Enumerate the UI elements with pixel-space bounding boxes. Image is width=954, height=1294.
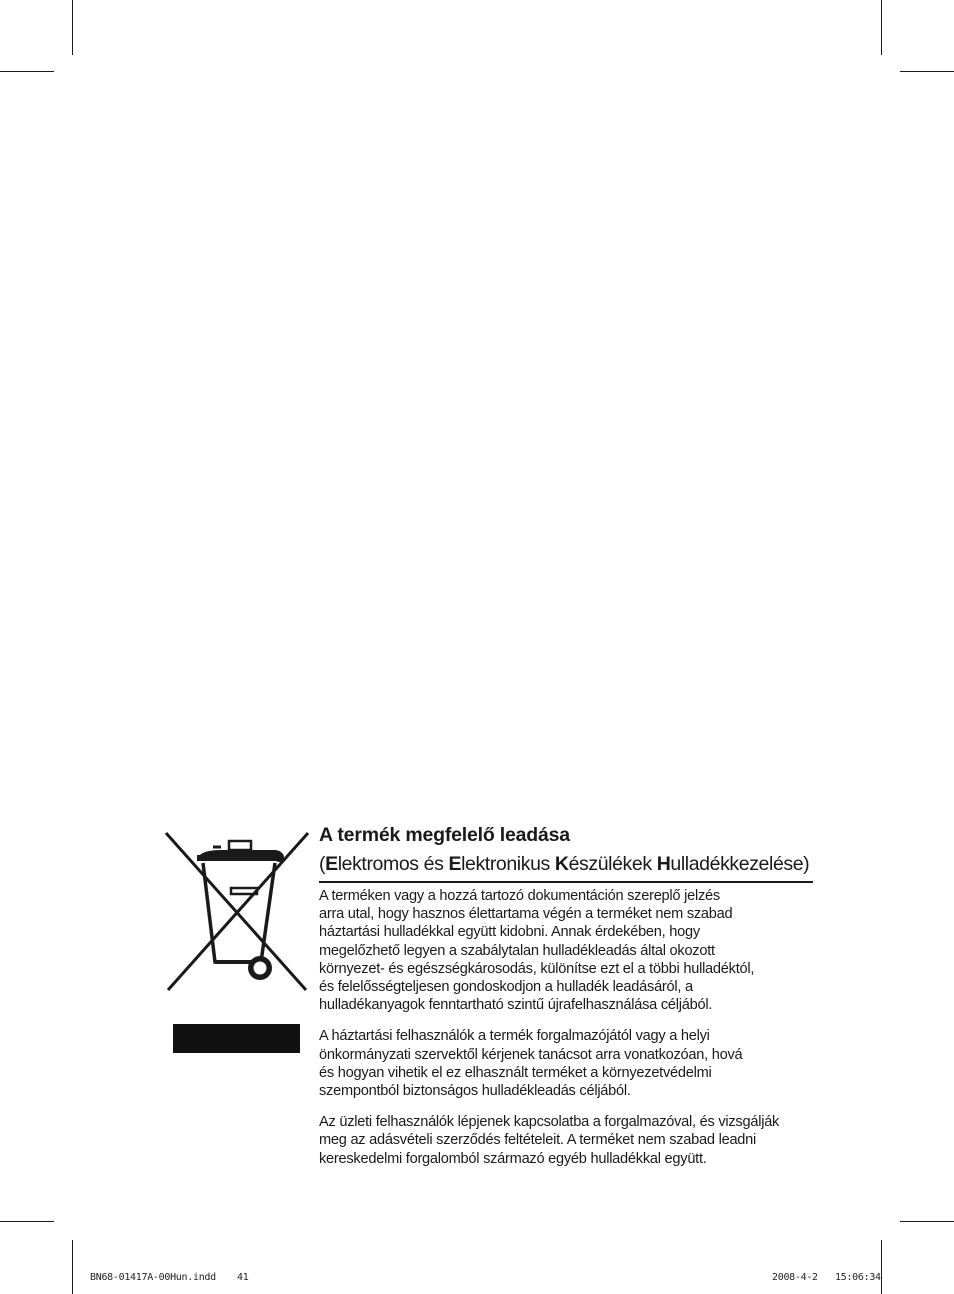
title-underline — [319, 881, 813, 883]
footer-date: 2008-4-2 — [772, 1272, 818, 1283]
footer-file-name: BN68-01417A-00Hun.indd — [90, 1272, 216, 1283]
black-bar-symbol — [173, 1024, 300, 1053]
crop-mark — [72, 1240, 73, 1294]
footer-time: 15:06:34 — [835, 1272, 881, 1283]
crop-mark — [72, 0, 73, 55]
paragraph: A háztartási felhasználók a termék forgalmazójától vagy a helyi önkormányzati szervektől kérjenek tanácsot arra vonatkozóan, hová és hogyan vihetik el ez elhasznált terméket a környezetvédelmi szempontból biztonságos hulladékleadás céljából. — [319, 1028, 743, 1100]
crop-mark — [0, 71, 54, 72]
section-subtitle: (Elektromos és Elektronikus Készülékek Hulladékkezelése) — [319, 853, 810, 875]
paragraph: A terméken vagy a hozzá tartozó dokumentáción szereplő jelzés arra utal, hogy hasznos élettartama végén a terméket nem szabad háztartási hulladékkal együtt kidobni. Annak érdekében, hogy megelőzhető legyen a szabálytalan hulladékleadás által okozott környezet- és egészségkárosodás, különítse ezt el a többi hulladéktól, és felelősségteljesen gondoskodjon a hulladék leadásáról, a hulladékanyagok fenntartható szintű újrafelhasználása céljából. — [319, 888, 755, 1014]
crop-mark — [881, 0, 882, 55]
disposal-section — [319, 822, 813, 1181]
crop-mark — [0, 1221, 54, 1222]
crop-mark — [900, 71, 954, 72]
crossed-out-wheelie-bin-icon — [163, 830, 311, 992]
footer-page-number: 41 — [237, 1272, 249, 1283]
section-title: A termék megfelelő leadása — [319, 824, 570, 846]
paragraph: Az üzleti felhasználók lépjenek kapcsolatba a forgalmazóval, és vizsgálják meg az adásvételi szerződés feltételeit. A terméket nem szabad leadni kereskedelmi forgalomból származó egyéb hulladékkal együtt. — [319, 1114, 780, 1167]
crop-mark — [900, 1221, 954, 1222]
crop-mark — [881, 1240, 882, 1294]
